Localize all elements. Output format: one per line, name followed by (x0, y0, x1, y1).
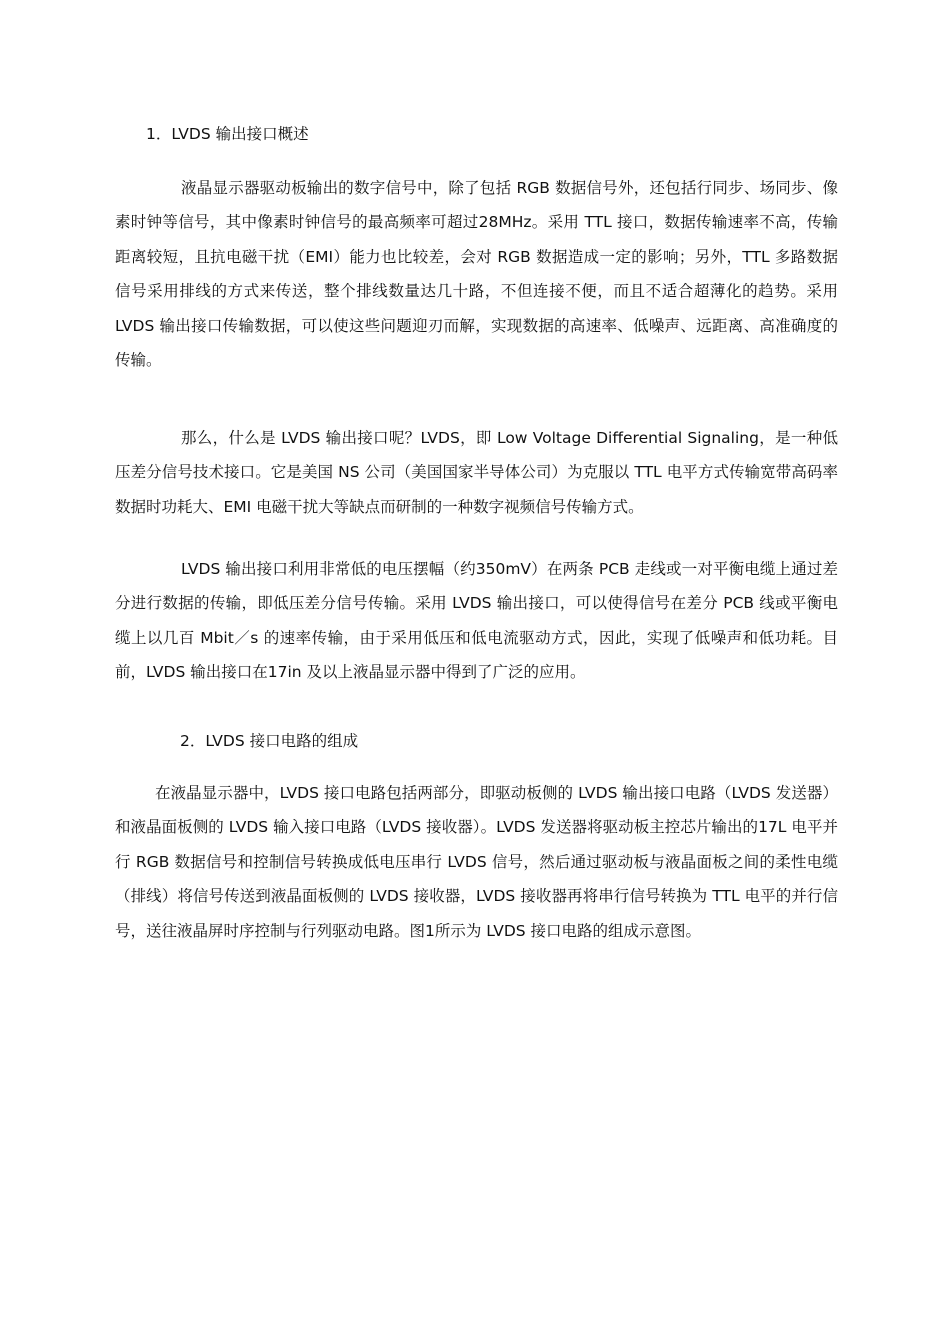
section-2-paragraph-1: 在液晶显示器中，LVDS 接口电路包括两部分，即驱动板侧的 LVDS 输出接口电路（LVDS 发送器）和液晶面板侧的 LVDS 输入接口电路（LVDS 接收器）。LVDS 发送器将驱动板主控芯片输出的17L 电平并行 RGB 数据信号和控制信号转换成低电压串行 LVDS 信号，然后通过驱动板与液晶面板之间的柔性电缆（排线）将信号传送到液晶面板侧的 LVDS 接收器，LVDS 接收器再将串行信号转换为 TTL 电平的并行信号，送往液晶屏时序控制与行列驱动电路。图1所示为 LVDS 接口电路的组成示意图。 (115, 784, 838, 940)
section-1-paragraph-2: 那么，什么是 LVDS 输出接口呢？LVDS，即 Low Voltage Differential Signaling，是一种低压差分信号技术接口。它是美国 NS 公司（美国国家半导体公司）为克服以 TTL 电平方式传输宽带高码率数据时功耗大、EMI 电磁干扰大等缺点而研制的一种数字视频信号传输方式。 (115, 429, 838, 516)
section-1-paragraph-3: LVDS 输出接口利用非常低的电压摆幅（约350mV）在两条 PCB 走线或一对平衡电缆上通过差分进行数据的传输，即低压差分信号传输。采用 LVDS 输出接口，可以使得信号在差分 PCB 线或平衡电缆上以几百 Mbit／s 的速率传输，由于采用低压和低电流驱动方式，因此，实现了低噪声和低功耗。目前，LVDS 输出接口在17in 及以上液晶显示器中得到了广泛的应用。 (115, 560, 838, 682)
section-1-paragraph-1: 液晶显示器驱动板输出的数字信号中，除了包括 RGB 数据信号外，还包括行同步、场同步、像素时钟等信号，其中像素时钟信号的最高频率可超过28MHz。采用 TTL 接口，数据传输速率不高，传输距离较短，且抗电磁干扰（EMI）能力也比较差，会对 RGB 数据造成一定的影响；另外，TTL 多路数据信号采用排线的方式来传送，整个排线数量达几十路，不但连接不便，而且不适合超薄化的趋势。采用 LVDS 输出接口传输数据，可以使这些问题迎刃而解，实现数据的高速率、低噪声、远距离、高准确度的传输。 (115, 179, 838, 370)
section-2-heading: 2．LVDS 接口电路的组成 (180, 732, 359, 750)
section-1-heading: 1．LVDS 输出接口概述 (146, 125, 309, 143)
